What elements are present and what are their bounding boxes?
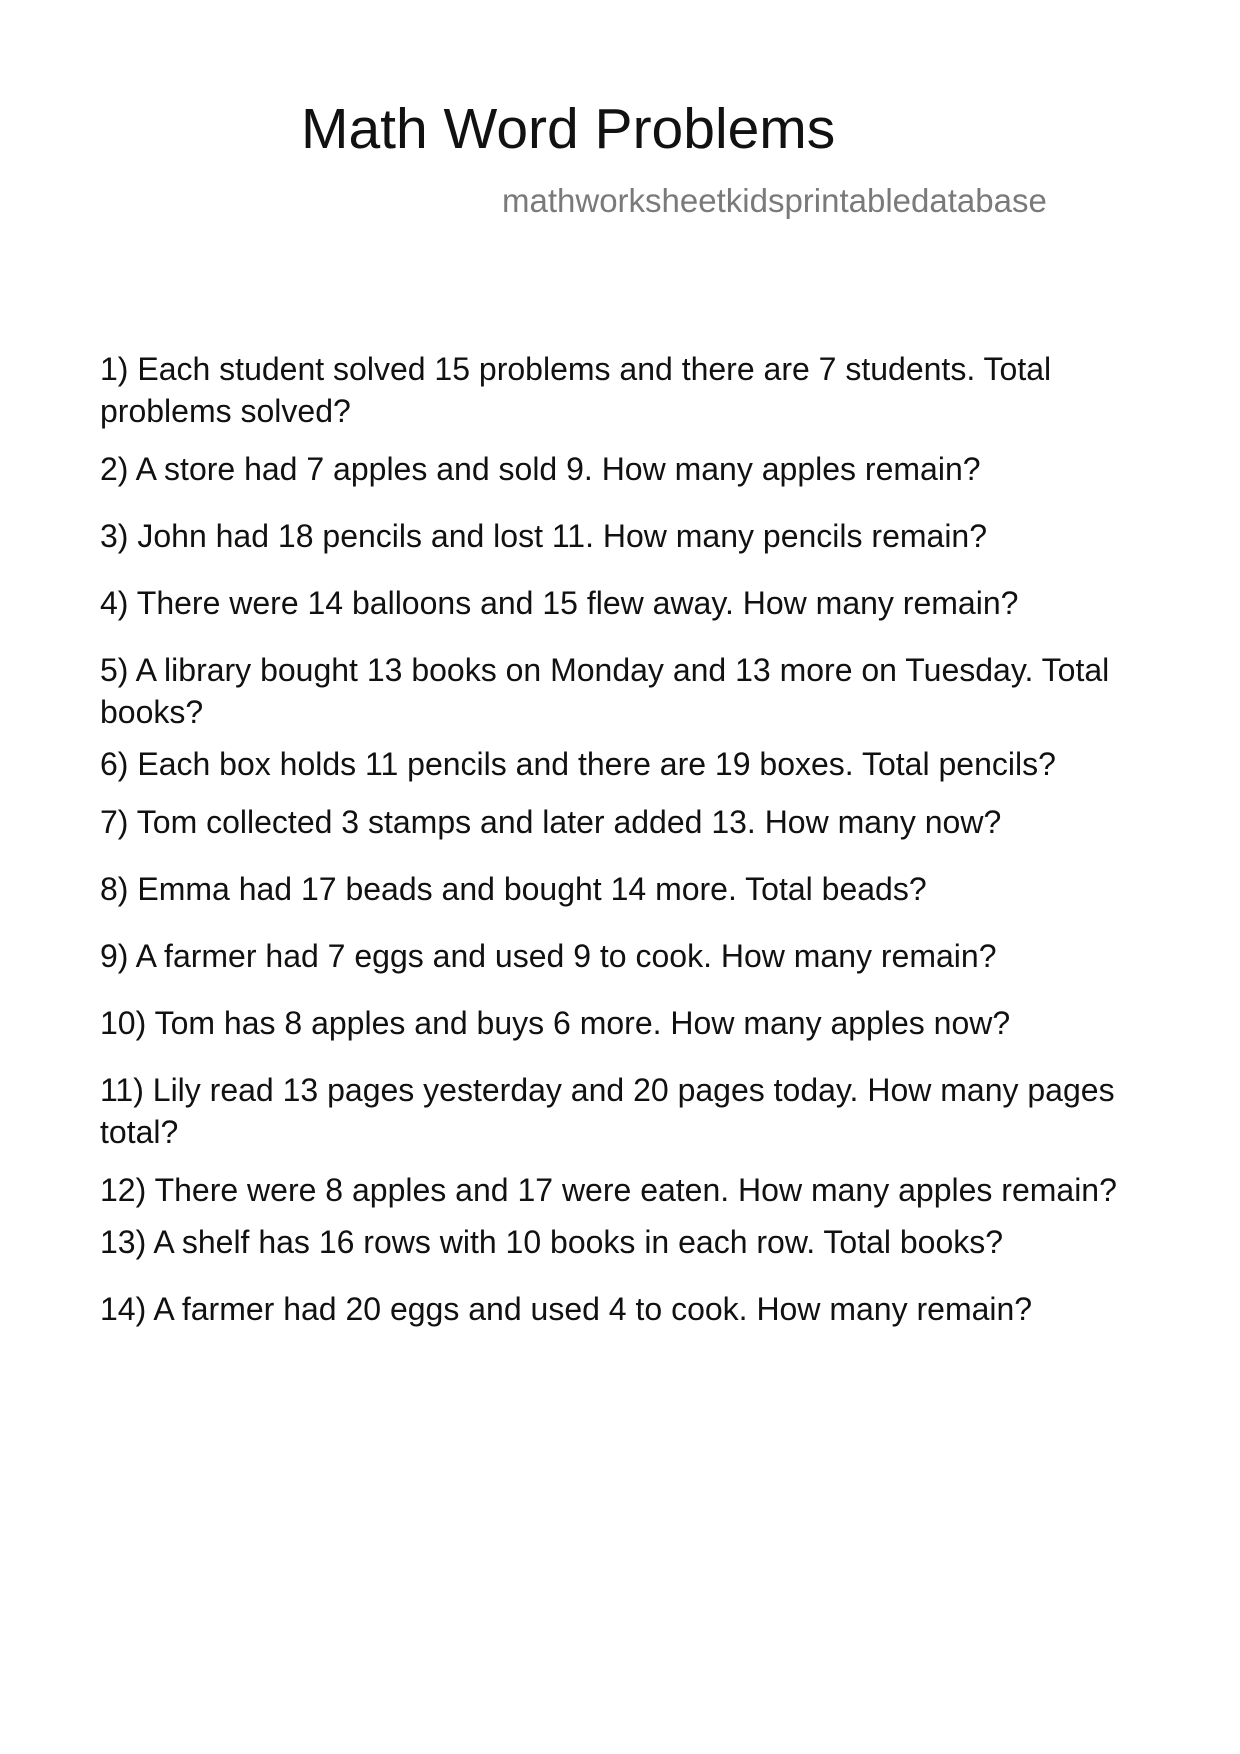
problem-item: 11) Lily read 13 pages yesterday and 20 pages today. How many pages total?: [100, 1072, 1115, 1150]
page-subtitle: mathworksheetkidsprintabledatabase: [502, 182, 1047, 219]
page-title: Math Word Problems: [301, 97, 836, 161]
problem-list: [100, 348, 1160, 1355]
problem-item: 6) Each box holds 11 pencils and there are 19 boxes. Total pencils?: [100, 746, 1056, 782]
problem-item: 10) Tom has 8 apples and buys 6 more. How many apples now?: [100, 1005, 1011, 1041]
problem-item: 2) A store had 7 apples and sold 9. How many apples remain?: [100, 451, 981, 487]
problem-item: 9) A farmer had 7 eggs and used 9 to cook. How many remain?: [100, 938, 997, 974]
problem-item: 3) John had 18 pencils and lost 11. How many pencils remain?: [100, 518, 988, 554]
problem-item: 12) There were 8 apples and 17 were eaten. How many apples remain?: [100, 1172, 1117, 1208]
problem-item: 4) There were 14 balloons and 15 flew away. How many remain?: [100, 585, 1019, 621]
problem-item: 1) Each student solved 15 problems and there are 7 students. Total problems solved?: [100, 351, 1052, 429]
problem-item: 14) A farmer had 20 eggs and used 4 to cook. How many remain?: [100, 1291, 1033, 1327]
problem-item: 5) A library bought 13 books on Monday and 13 more on Tuesday. Total books?: [100, 652, 1110, 730]
problem-item: 8) Emma had 17 beads and bought 14 more. Total beads?: [100, 871, 927, 907]
problem-item: 13) A shelf has 16 rows with 10 books in each row. Total books?: [100, 1224, 1004, 1260]
problem-item: 7) Tom collected 3 stamps and later added 13. How many now?: [100, 804, 1002, 840]
